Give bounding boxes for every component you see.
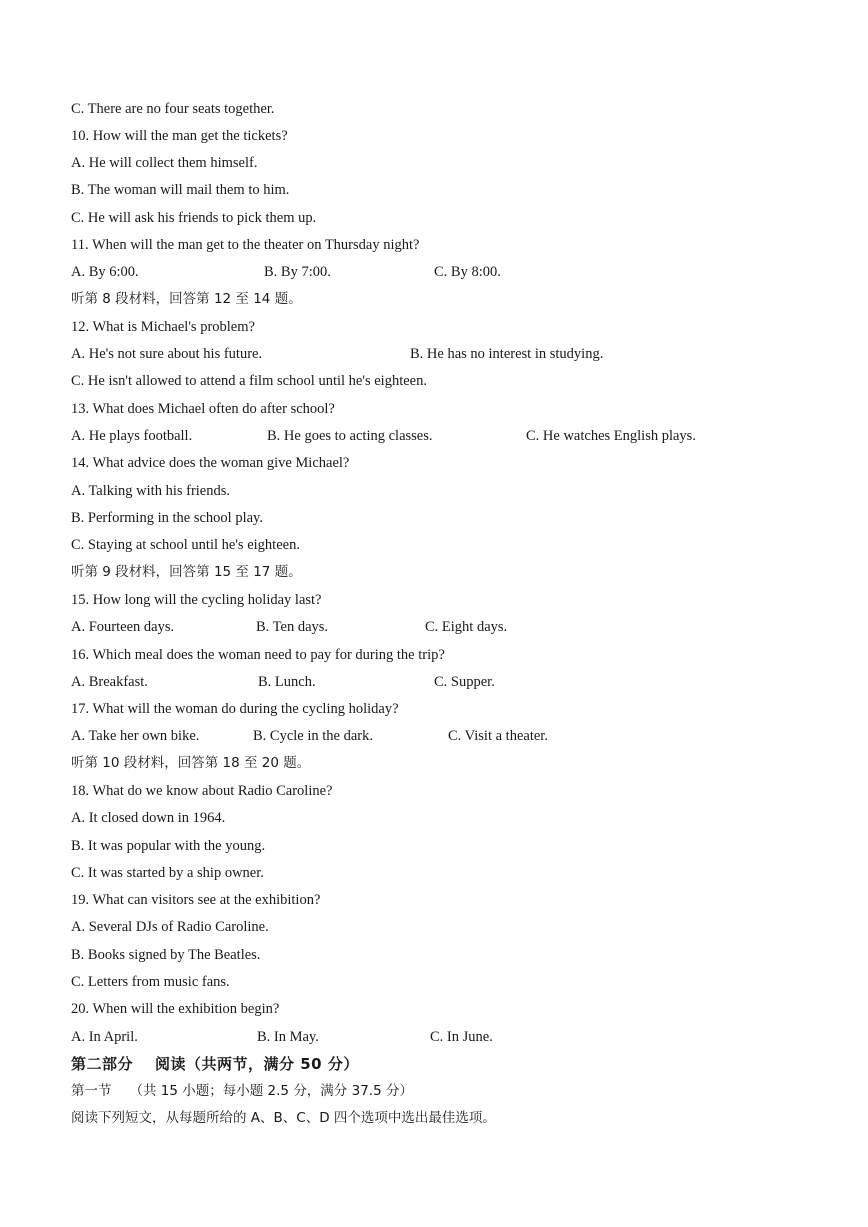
question-14: 14. What advice does the woman give Michael? — [71, 455, 350, 471]
option-b: B. Cycle in the dark. — [253, 728, 374, 744]
option-line: C. He isn't allowed to attend a film school until he's eighteen. — [71, 373, 427, 389]
option-c: C. He watches English plays. — [526, 428, 696, 444]
question-10: 10. How will the man get the tickets? — [71, 128, 288, 144]
option-b: B. Lunch. — [258, 674, 316, 690]
option-line: C. Letters from music fans. — [71, 974, 230, 990]
option-line: A. It closed down in 1964. — [71, 810, 226, 826]
option-a: A. By 6:00. — [71, 264, 139, 280]
question-19: 19. What can visitors see at the exhibition? — [71, 892, 321, 908]
option-a: A. Take her own bike. — [71, 728, 200, 744]
option-b: B. He has no interest in studying. — [410, 346, 604, 362]
options-row — [71, 725, 771, 752]
option-a: A. In April. — [71, 1029, 138, 1045]
option-line: B. The woman will mail them to him. — [71, 182, 290, 198]
question-17: 17. What will the woman do during the cycling holiday? — [71, 701, 399, 717]
option-line: C. He will ask his friends to pick them up. — [71, 210, 317, 226]
options-row — [71, 343, 771, 370]
options-row — [71, 671, 771, 698]
option-b: B. Ten days. — [256, 619, 329, 635]
options-row — [71, 1026, 771, 1053]
option-c: C. Eight days. — [425, 619, 508, 635]
question-15: 15. How long will the cycling holiday last? — [71, 592, 322, 608]
section-heading: 第一节 （共 15 小题；每小题 2.5 分，满分 37.5 分） — [71, 1083, 413, 1099]
option-a: A. Fourteen days. — [71, 619, 175, 635]
part-heading: 第二部分 阅读（共两节，满分 50 分） — [71, 1055, 359, 1073]
option-line: B. It was popular with the young. — [71, 838, 266, 854]
option-c: C. By 8:00. — [434, 264, 501, 280]
option-a: A. Breakfast. — [71, 674, 148, 690]
option-b: B. By 7:00. — [264, 264, 331, 280]
question-16: 16. Which meal does the woman need to pay for during the trip? — [71, 647, 445, 663]
options-row — [71, 425, 771, 452]
section-instruction: 听第 9 段材料，回答第 15 至 17 题。 — [71, 564, 302, 580]
option-line: B. Books signed by The Beatles. — [71, 947, 261, 963]
question-20: 20. When will the exhibition begin? — [71, 1001, 280, 1017]
option-b: B. He goes to acting classes. — [267, 428, 433, 444]
question-11: 11. When will the man get to the theater on Thursday night? — [71, 237, 420, 253]
option-line: B. Performing in the school play. — [71, 510, 263, 526]
option-line: A. Several DJs of Radio Caroline. — [71, 919, 269, 935]
options-row — [71, 261, 771, 288]
option-line: C. Staying at school until he's eighteen. — [71, 537, 300, 553]
option-line: A. Talking with his friends. — [71, 483, 231, 499]
section-instruction: 听第 8 段材料，回答第 12 至 14 题。 — [71, 291, 302, 307]
question-12: 12. What is Michael's problem? — [71, 319, 255, 335]
question-18: 18. What do we know about Radio Caroline? — [71, 783, 333, 799]
option-a: A. He plays football. — [71, 428, 193, 444]
option-c: C. Supper. — [434, 674, 495, 690]
options-row — [71, 616, 771, 643]
section-instruction: 听第 10 段材料，回答第 18 至 20 题。 — [71, 755, 311, 771]
option-line: C. There are no four seats together. — [71, 101, 275, 117]
option-line: A. He will collect them himself. — [71, 155, 258, 171]
option-c: C. In June. — [430, 1029, 493, 1045]
question-13: 13. What does Michael often do after school? — [71, 401, 335, 417]
option-c: C. Visit a theater. — [448, 728, 548, 744]
option-line: C. It was started by a ship owner. — [71, 865, 264, 881]
option-b: B. In May. — [257, 1029, 319, 1045]
option-a: A. He's not sure about his future. — [71, 346, 263, 362]
reading-instruction: 阅读下列短文，从每题所给的 A、B、C、D 四个选项中选出最佳选项。 — [71, 1110, 496, 1126]
